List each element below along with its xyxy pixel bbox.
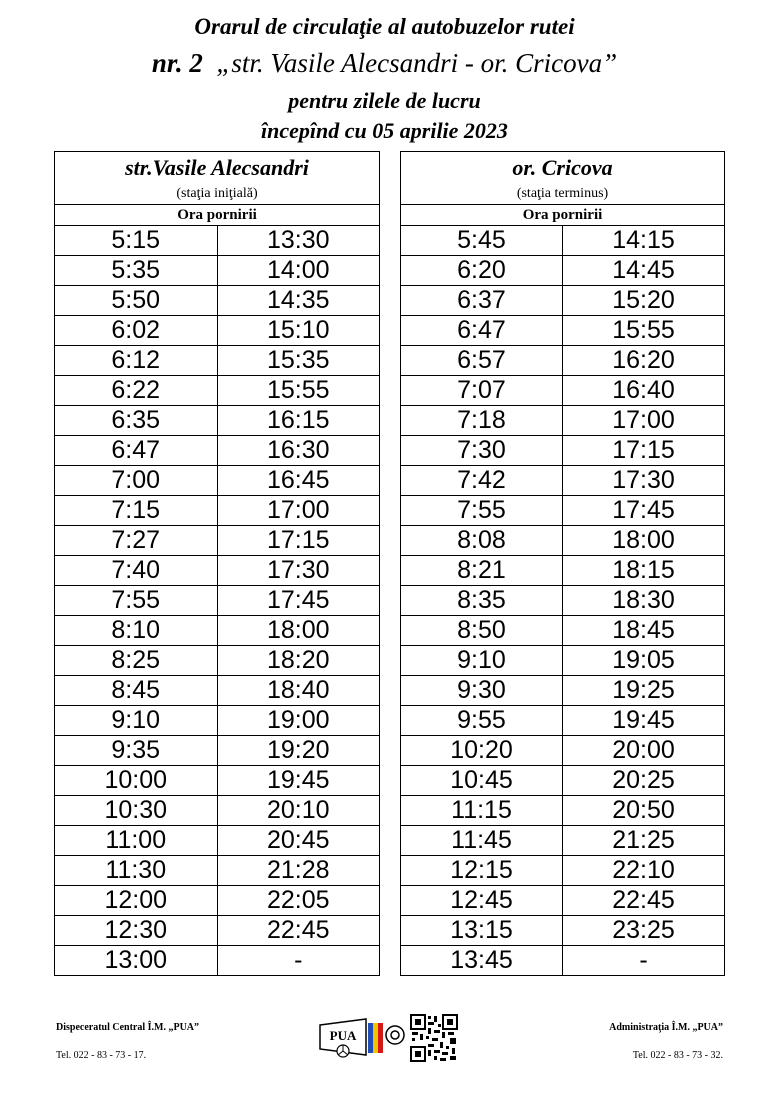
- departure-time: 17:30: [563, 466, 725, 496]
- departure-time: 19:20: [217, 736, 380, 766]
- departure-time: 20:25: [563, 766, 725, 796]
- departure-time: 5:50: [55, 286, 218, 316]
- departure-time: 5:15: [55, 226, 218, 256]
- table-row: [401, 616, 725, 646]
- table-row: [401, 676, 725, 706]
- table-row: [401, 226, 725, 256]
- departure-time: 11:30: [55, 856, 218, 886]
- departure-time: 22:05: [217, 886, 380, 916]
- table-row: [55, 826, 380, 856]
- departure-time: 6:37: [401, 286, 563, 316]
- departure-time: 17:30: [217, 556, 380, 586]
- departure-time: 16:20: [563, 346, 725, 376]
- departures-table-vasile-alecsandri: [54, 151, 380, 976]
- departure-time: 23:25: [563, 916, 725, 946]
- departure-time: 8:50: [401, 616, 563, 646]
- departure-time: 21:25: [563, 826, 725, 856]
- schedule-title: Orarul de circulaţie al autobuzelor rutei: [194, 14, 575, 39]
- table-row: [55, 316, 380, 346]
- departure-time: 7:55: [401, 496, 563, 526]
- table-row: [55, 706, 380, 736]
- departure-time: 18:20: [217, 646, 380, 676]
- table-row: [55, 376, 380, 406]
- departure-time: 6:12: [55, 346, 218, 376]
- departure-time: 17:45: [217, 586, 380, 616]
- departure-time: 14:45: [563, 256, 725, 286]
- departure-time: 9:30: [401, 676, 563, 706]
- departure-time: 15:20: [563, 286, 725, 316]
- table-row: [401, 556, 725, 586]
- departure-time: 17:15: [217, 526, 380, 556]
- departure-time: 14:35: [217, 286, 380, 316]
- departure-time: 13:30: [217, 226, 380, 256]
- departure-time: 11:45: [401, 826, 563, 856]
- departure-time: 19:25: [563, 676, 725, 706]
- station-type: (staţia iniţială): [55, 184, 380, 205]
- departure-time: 8:25: [55, 646, 218, 676]
- table-row: [401, 406, 725, 436]
- departure-time: 7:15: [55, 496, 218, 526]
- departure-time: 19:45: [563, 706, 725, 736]
- departure-time: 12:30: [55, 916, 218, 946]
- departure-time: 11:00: [55, 826, 218, 856]
- departure-time: 10:45: [401, 766, 563, 796]
- departure-time: 7:00: [55, 466, 218, 496]
- departure-time: 9:35: [55, 736, 218, 766]
- departure-time: 5:35: [55, 256, 218, 286]
- departure-time-header: Ora pornirii: [401, 205, 725, 226]
- departure-time: 19:05: [563, 646, 725, 676]
- table-row: [55, 676, 380, 706]
- dispatcher-label: Dispeceratul Central Î.M. „PUA”: [56, 1022, 200, 1033]
- departure-time: -: [217, 946, 380, 976]
- departure-time: 15:35: [217, 346, 380, 376]
- departure-time: 12:15: [401, 856, 563, 886]
- table-row: [55, 766, 380, 796]
- departure-time: 7:30: [401, 436, 563, 466]
- departure-time: 8:10: [55, 616, 218, 646]
- departure-time: 22:10: [563, 856, 725, 886]
- departure-time: 15:55: [217, 376, 380, 406]
- table-row: [401, 736, 725, 766]
- table-row: [401, 286, 725, 316]
- dispatcher-phone: Tel. 022 - 83 - 73 - 17.: [56, 1050, 147, 1061]
- qr-code-icon: [410, 1014, 458, 1062]
- departure-time: 8:35: [401, 586, 563, 616]
- table-row: [401, 586, 725, 616]
- departure-time: 17:45: [563, 496, 725, 526]
- emblem-icon: [384, 1024, 406, 1046]
- departure-time: 20:50: [563, 796, 725, 826]
- departure-time: 7:55: [55, 586, 218, 616]
- departure-time: 7:42: [401, 466, 563, 496]
- departure-time: 15:55: [563, 316, 725, 346]
- table-row: [401, 826, 725, 856]
- table-row: [401, 256, 725, 286]
- table-row: [401, 796, 725, 826]
- departure-time: 22:45: [563, 886, 725, 916]
- table-row: [401, 856, 725, 886]
- departure-time: 15:10: [217, 316, 380, 346]
- departure-time: 5:45: [401, 226, 563, 256]
- table-row: [401, 466, 725, 496]
- departure-time: 21:28: [217, 856, 380, 886]
- departure-time: 13:00: [55, 946, 218, 976]
- station-name: or. Cricova: [401, 152, 725, 185]
- schedule-day-type: pentru zilele de lucru: [288, 88, 481, 113]
- departure-time: 9:55: [401, 706, 563, 736]
- table-row: [55, 856, 380, 886]
- table-row: [401, 526, 725, 556]
- departure-time: 16:30: [217, 436, 380, 466]
- table-row: [55, 526, 380, 556]
- departure-time: 6:02: [55, 316, 218, 346]
- table-row: [55, 946, 380, 976]
- departure-time: 18:00: [563, 526, 725, 556]
- table-row: [55, 586, 380, 616]
- departure-time: 6:47: [401, 316, 563, 346]
- table-row: [55, 226, 380, 256]
- table-row: [55, 346, 380, 376]
- departure-time: 16:45: [217, 466, 380, 496]
- table-row: [401, 766, 725, 796]
- route-number: nr. 2: [151, 48, 203, 78]
- departure-time: 10:00: [55, 766, 218, 796]
- table-row: [401, 346, 725, 376]
- departure-time: 19:45: [217, 766, 380, 796]
- table-row: [55, 886, 380, 916]
- departure-time: 17:00: [217, 496, 380, 526]
- departure-time: 6:47: [55, 436, 218, 466]
- table-row: [401, 316, 725, 346]
- table-row: [55, 556, 380, 586]
- departure-time: 8:21: [401, 556, 563, 586]
- route-name: „str. Vasile Alecsandri - or. Cricova”: [216, 48, 618, 78]
- departure-time: 7:18: [401, 406, 563, 436]
- departure-time: 19:00: [217, 706, 380, 736]
- departure-time: 7:27: [55, 526, 218, 556]
- departure-time: 18:00: [217, 616, 380, 646]
- departure-time: 7:40: [55, 556, 218, 586]
- departure-time: 22:45: [217, 916, 380, 946]
- departure-time: 7:07: [401, 376, 563, 406]
- administration-label: Administraţia Î.M. „PUA”: [609, 1022, 723, 1033]
- departure-time: 17:15: [563, 436, 725, 466]
- departure-time: 8:45: [55, 676, 218, 706]
- table-row: [401, 496, 725, 526]
- departure-time: 20:45: [217, 826, 380, 856]
- departure-time: 20:00: [563, 736, 725, 766]
- table-row: [55, 286, 380, 316]
- table-row: [401, 646, 725, 676]
- route-title: [0, 48, 769, 79]
- departure-time: 17:00: [563, 406, 725, 436]
- pua-logo-icon: [316, 1015, 386, 1061]
- station-type: (staţia terminus): [401, 184, 725, 205]
- table-row: [55, 616, 380, 646]
- departure-time: 18:15: [563, 556, 725, 586]
- departure-time: 16:15: [217, 406, 380, 436]
- table-row: [55, 436, 380, 466]
- departure-time: 14:00: [217, 256, 380, 286]
- departure-time: 6:20: [401, 256, 563, 286]
- table-row: [55, 496, 380, 526]
- departure-time: 12:45: [401, 886, 563, 916]
- departure-time: 18:40: [217, 676, 380, 706]
- table-row: [55, 406, 380, 436]
- table-row: [55, 256, 380, 286]
- table-row: [55, 796, 380, 826]
- table-row: [55, 466, 380, 496]
- departure-time: 18:45: [563, 616, 725, 646]
- departure-time: 9:10: [401, 646, 563, 676]
- schedule-start-date: începînd cu 05 aprilie 2023: [261, 118, 508, 143]
- departure-time: 10:30: [55, 796, 218, 826]
- departures-table-cricova: [400, 151, 725, 976]
- departure-time: 8:08: [401, 526, 563, 556]
- table-row: [55, 916, 380, 946]
- table-row: [401, 946, 725, 976]
- departure-time-header: Ora pornirii: [55, 205, 380, 226]
- logo-text: PUA: [329, 1028, 357, 1043]
- departure-time: -: [563, 946, 725, 976]
- table-row: [55, 736, 380, 766]
- table-row: [401, 916, 725, 946]
- departure-time: 18:30: [563, 586, 725, 616]
- table-row: [401, 436, 725, 466]
- administration-phone: Tel. 022 - 83 - 73 - 32.: [632, 1050, 723, 1061]
- table-row: [401, 706, 725, 736]
- departure-time: 11:15: [401, 796, 563, 826]
- departure-time: 10:20: [401, 736, 563, 766]
- table-row: [55, 646, 380, 676]
- departure-time: 16:40: [563, 376, 725, 406]
- departure-time: 13:45: [401, 946, 563, 976]
- departure-time: 20:10: [217, 796, 380, 826]
- departure-time: 6:57: [401, 346, 563, 376]
- table-row: [401, 376, 725, 406]
- departure-time: 9:10: [55, 706, 218, 736]
- departure-time: 6:22: [55, 376, 218, 406]
- table-row: [401, 886, 725, 916]
- station-name: str.Vasile Alecsandri: [55, 152, 380, 185]
- departure-time: 14:15: [563, 226, 725, 256]
- departure-time: 12:00: [55, 886, 218, 916]
- departure-time: 6:35: [55, 406, 218, 436]
- departure-time: 13:15: [401, 916, 563, 946]
